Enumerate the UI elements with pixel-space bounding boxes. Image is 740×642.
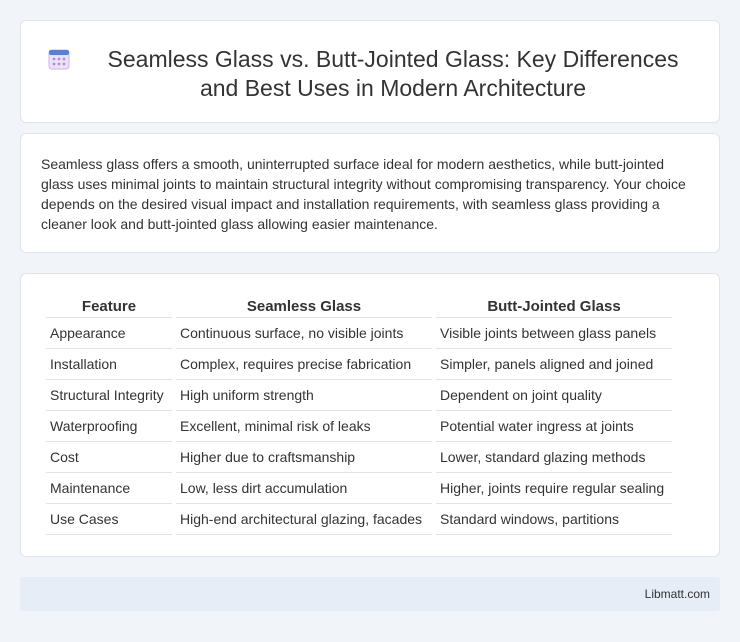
table-row <box>46 442 672 473</box>
cell-feature: Appearance <box>46 318 172 349</box>
cell-butt: Higher, joints require regular sealing <box>436 473 672 504</box>
cell-butt: Dependent on joint quality <box>436 380 672 411</box>
cell-feature: Structural Integrity <box>46 380 172 411</box>
cell-seamless: Higher due to craftsmanship <box>176 442 432 473</box>
page-title: Seamless Glass vs. Butt-Jointed Glass: Key Differences and Best Uses in Modern Architecture <box>107 46 679 101</box>
table-row <box>46 380 672 411</box>
header-butt-jointed-glass: Butt-Jointed Glass <box>436 294 672 318</box>
cell-butt: Simpler, panels aligned and joined <box>436 349 672 380</box>
footer-site-link[interactable]: Libmatt.com <box>644 587 710 601</box>
cell-butt: Potential water ingress at joints <box>436 411 672 442</box>
cell-feature: Installation <box>46 349 172 380</box>
cell-seamless: Low, less dirt accumulation <box>176 473 432 504</box>
intro-card <box>20 133 720 253</box>
cell-seamless: High-end architectural glazing, facades <box>176 504 432 535</box>
cell-feature: Waterproofing <box>46 411 172 442</box>
cell-butt: Standard windows, partitions <box>436 504 672 535</box>
cell-seamless: Continuous surface, no visible joints <box>176 318 432 349</box>
cell-seamless: Complex, requires precise fabrication <box>176 349 432 380</box>
header-feature: Feature <box>46 294 172 318</box>
calendar-icon <box>47 47 71 71</box>
intro-paragraph: Seamless glass offers a smooth, uninterrupted surface ideal for modern aesthetics, while butt-jointed glass uses minimal joints to maintain structural integrity without compromising transparency. Your choice depends on the desired visual impact and installation requirements, with seamless glass providing a cleaner look and butt-jointed glass allowing easier maintenance. <box>41 156 686 232</box>
table-row <box>46 504 672 535</box>
header-seamless-glass: Seamless Glass <box>176 294 432 318</box>
table-row <box>46 318 672 349</box>
table-row <box>46 411 672 442</box>
table-row <box>46 473 672 504</box>
comparison-table <box>42 294 676 535</box>
table-header-row <box>46 294 672 318</box>
title-card <box>20 20 720 123</box>
comparison-card <box>20 273 720 557</box>
cell-seamless: Excellent, minimal risk of leaks <box>176 411 432 442</box>
footer-bar <box>20 577 720 611</box>
cell-butt: Lower, standard glazing methods <box>436 442 672 473</box>
cell-feature: Maintenance <box>46 473 172 504</box>
table-row <box>46 349 672 380</box>
cell-seamless: High uniform strength <box>176 380 432 411</box>
cell-feature: Cost <box>46 442 172 473</box>
cell-feature: Use Cases <box>46 504 172 535</box>
cell-butt: Visible joints between glass panels <box>436 318 672 349</box>
title-row <box>21 21 719 103</box>
